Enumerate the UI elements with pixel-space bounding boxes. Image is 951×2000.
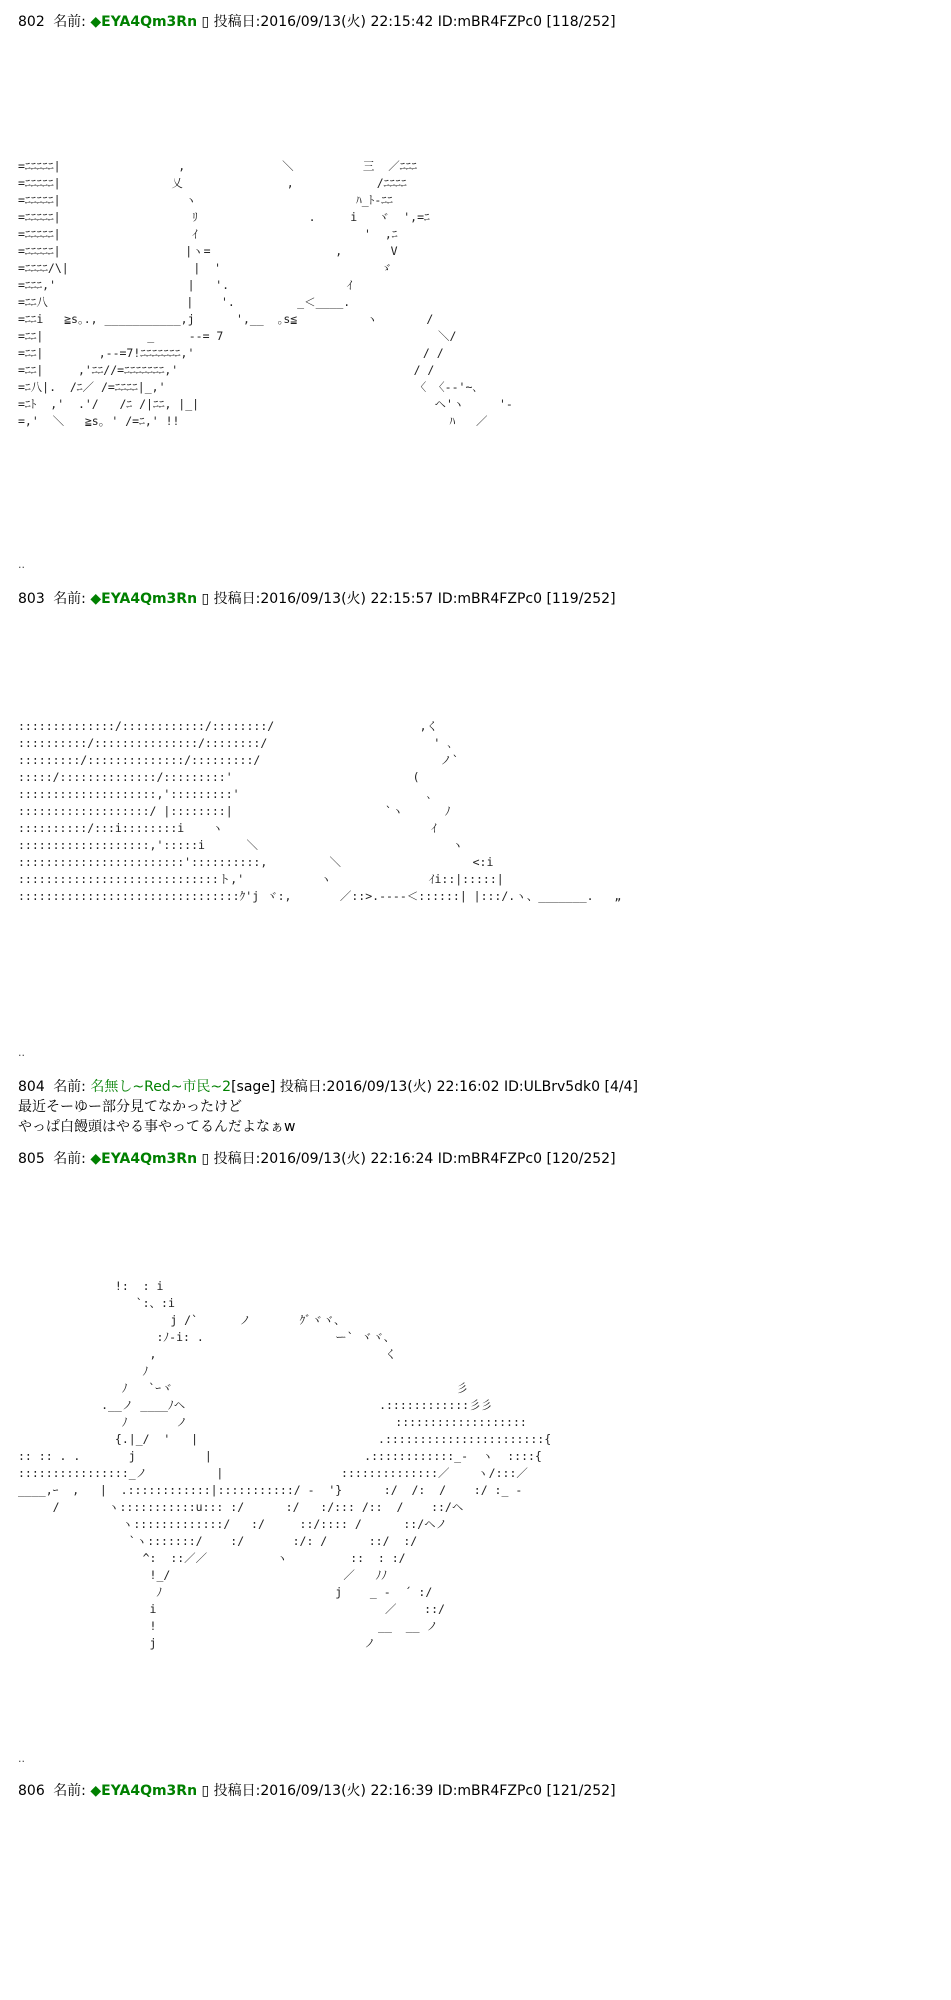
post-header [18,589,938,609]
post-number[interactable]: 802 [18,14,45,30]
post-number[interactable]: 804 [18,1079,45,1095]
post-count: [118/252] [546,14,616,30]
mail-icon[interactable]: ▯ [201,591,210,607]
post-803 [18,589,938,609]
ascii-art: !: : i `:、:i j /` ノ ｸﾞヾヾ、 :ﾉ-i: . ー` ヾヾ、 , く ﾉ ﾉ `ｰヾ 彡 .__ノ ____ﾉヘ .::::::::::::彡彡 ﾉ ノ ::::::::::::::::::: {.|_/ ' | .:::::::::::::::::::::::{ :: :: . . j | .::::::::::::_- ヽ ::::{ ::::::::::::::::_ノ | ::::::::::::::／ ヽ/:::／ ____,ｰ , | .::::::::::::|:::::::::::/ - '} :/ /: / :/ :_ - / ヽ:::::::::::u::: :/ :/ :/::: /:: / ::/ヘ ヽ:::::::::::::/ :/ ::/:::: / ::/ヘノ `ヽ:::::::/ :/ :/: / ::/ :/ ^: ::／／ ヽ :: : :/ !_/ ／ ﾉﾉ ﾉ j _ - ´ :/ i ／ ::/ ! __ __ ノ j ノ [18,1279,552,1650]
name-label: 名前: [53,14,86,30]
posted-label: 投稿日: [213,1151,261,1167]
post-number[interactable]: 803 [18,591,45,607]
post-number[interactable]: 805 [18,1151,45,1167]
post-number[interactable]: 806 [18,1783,45,1799]
post-802 [18,12,938,32]
post-805 [18,1149,938,1169]
mail-icon[interactable]: ▯ [201,1783,210,1799]
post-date: 2016/09/13(火) 22:15:57 [260,591,434,607]
post-id[interactable]: ID:ULBrv5dk0 [503,1079,601,1095]
post-804 [18,1077,938,1137]
separator: .. [18,1752,25,1765]
post-id[interactable]: ID:mBR4FZPc0 [437,591,542,607]
post-count: [120/252] [546,1151,616,1167]
post-header [18,1077,938,1097]
post-body-line: やっぱ白饅頭はやる事やってるんだよなぁw [18,1119,296,1135]
separator: .. [18,1046,25,1059]
posted-label: 投稿日: [279,1079,327,1095]
poster-name: ◆EYA4Qm3Rn [90,591,198,607]
mail-icon[interactable]: ▯ [201,14,210,30]
post-date: 2016/09/13(火) 22:16:39 [260,1783,434,1799]
mail-icon[interactable]: ▯ [201,1151,210,1167]
poster-name: ◆EYA4Qm3Rn [90,1151,198,1167]
post-date: 2016/09/13(火) 22:16:24 [260,1151,434,1167]
poster-name: 名無し~Red~市民~2 [90,1079,232,1095]
post-count: [119/252] [546,591,616,607]
post-id[interactable]: ID:mBR4FZPc0 [437,1783,542,1799]
name-label: 名前: [53,1783,86,1799]
post-header [18,1149,938,1169]
post-count: [121/252] [546,1783,616,1799]
name-label: 名前: [53,1079,86,1095]
ascii-art: ::::::::::::::/::::::::::::/::::::::/ ,く ::::::::::/:::::::::::::::/::::::::/ ' ､ :::::::::/::::::::::::::/:::::::::/ ノ` :::::/::::::::::::::/:::::::::' ( ::::::::::::::::::::,':::::::::' ､ :::::::::::::::::::/ |::::::::| `ヽ ﾉ ::::::::::/:::i::::::::i ヽ ｲ :::::::::::::::::::,':::::i ＼ ヽ ::::::::::::::::::::::::'::::::::::, ＼ <:i :::::::::::::::::::::::::::::ト,' ヽ ｲi::|:::::| ::::::::::::::::::::::::::::::::ｸ'j ヾ:, ／::>.----＜::::::| |:::/.ヽ、_______. „ [18,719,622,903]
mail-field[interactable]: [sage] [231,1079,276,1095]
post-id[interactable]: ID:mBR4FZPc0 [437,14,542,30]
poster-name: ◆EYA4Qm3Rn [90,14,198,30]
post-date: 2016/09/13(火) 22:15:42 [260,14,434,30]
post-id[interactable]: ID:mBR4FZPc0 [437,1151,542,1167]
ascii-art: =ﾆﾆﾆﾆﾆ| , ＼ 三 ／ﾆﾆﾆ =ﾆﾆﾆﾆﾆ| 乂 , /ﾆﾆﾆﾆ =ﾆﾆﾆﾆﾆ| ヽ ﾊ_ﾄ-ﾆﾆ =ﾆﾆﾆﾆﾆ| ﾘ . i ヾ ',=ﾆ =ﾆﾆﾆﾆﾆ| ｲ ' ,ﾆ =ﾆﾆﾆﾆﾆ| |ヽ= , V =ﾆﾆﾆﾆ/\| | ' ゞ =ﾆﾆﾆ,' | '. ｲ =ﾆﾆ八 | '. _＜____. =ﾆﾆi ≧s｡., ___________,j ',__ ｡s≦ ヽ / =ﾆﾆ| _ --= 7 ＼/ =ﾆﾆ| ,--=7!ﾆﾆﾆﾆﾆﾆﾆ,' / / =ﾆﾆ| ,'ﾆﾆ//=ﾆﾆﾆﾆﾆﾆﾆ,' / / =ﾆ八|. /ﾆ／ /=ﾆﾆﾆﾆ|_,' 〈 〈-‐'~､ =ﾆﾄ ,' .'/ /ﾆ /|ﾆﾆ, |_| ヘ'ヽ '‐ =,' ＼ ≧s｡ ' /=ﾆ,' !! ﾊ ／ [18,159,513,428]
post-date: 2016/09/13(火) 22:16:02 [326,1079,500,1095]
separator: .. [18,558,25,571]
name-label: 名前: [53,1151,86,1167]
name-label: 名前: [53,591,86,607]
post-header [18,1781,938,1801]
post-body-line: 最近そーゆー部分見てなかったけど [18,1099,242,1115]
post-count: [4/4] [604,1079,638,1095]
posted-label: 投稿日: [213,1783,261,1799]
posted-label: 投稿日: [213,14,261,30]
post-header [18,12,938,32]
post-806 [18,1781,938,1801]
posted-label: 投稿日: [213,591,261,607]
poster-name: ◆EYA4Qm3Rn [90,1783,198,1799]
